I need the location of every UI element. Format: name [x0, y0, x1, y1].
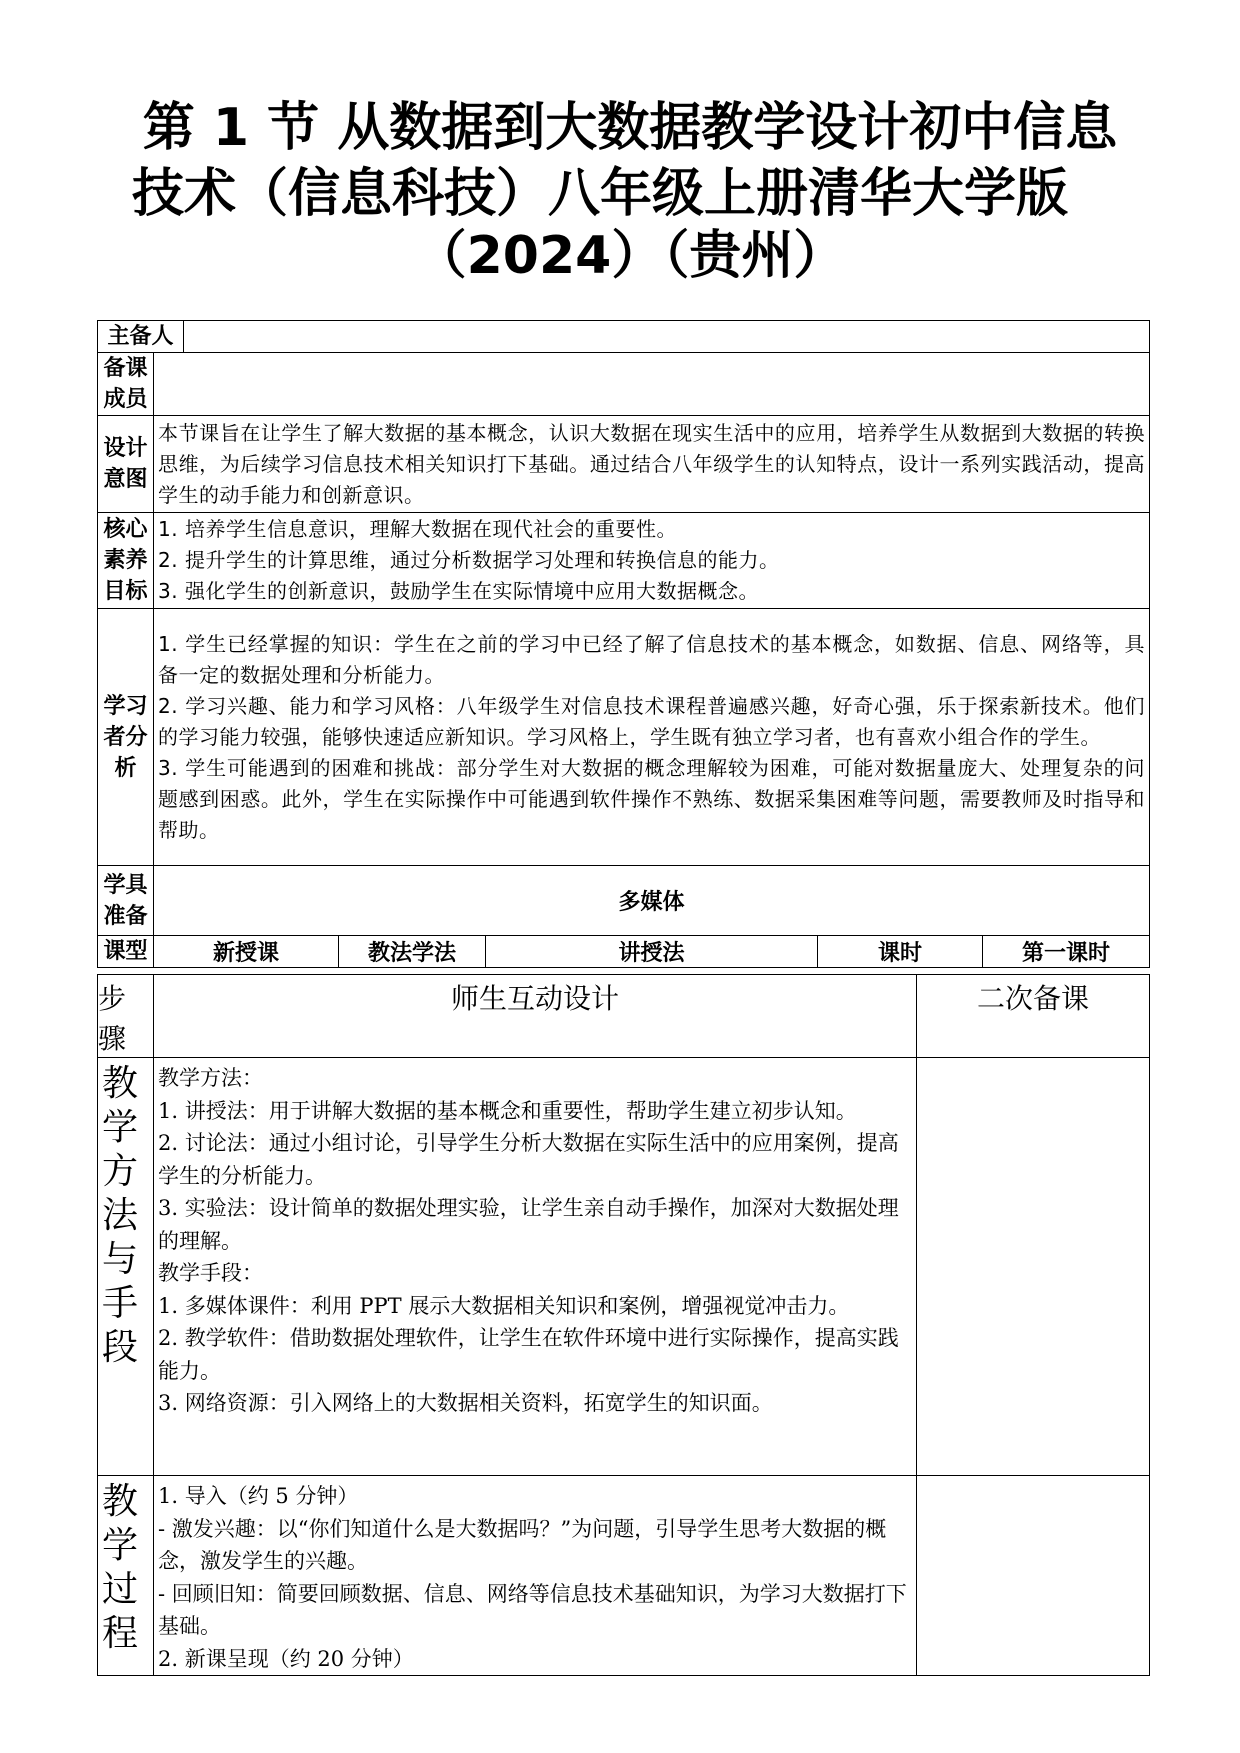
content-line: 3. 实验法：设计简单的数据处理实验，让学生亲自动手操作，加深对大数据处理的理解。 [158, 1196, 899, 1253]
teaching-method-label: 教法学法 [339, 936, 486, 968]
content-line: - 回顾旧知：简要回顾数据、信息、网络等信息技术基础知识，为学习大数据打下基础。 [158, 1581, 907, 1638]
document-title-line-1: 第 1 节 从数据到大数据教学设计初中信息 [142, 98, 1118, 158]
process-second-prep [917, 1476, 1150, 1676]
core-literacy-goals [154, 513, 1150, 609]
content-line: 2. 新课呈现（约 20 分钟） [158, 1646, 414, 1671]
content-line: 教学手段： [158, 1261, 263, 1285]
second-prep-column-header: 二次备课 [917, 975, 1150, 1058]
steps-column-header: 步骤 [98, 975, 154, 1058]
content-line: 1. 导入（约 5 分钟） [158, 1484, 359, 1508]
lesson-members-value [154, 353, 1150, 416]
learner-analysis-text [154, 609, 1150, 866]
lesson-info-table [97, 320, 1150, 968]
content-line: 3. 网络资源：引入网络上的大数据相关资料，拓宽学生的知识面。 [158, 1391, 773, 1415]
lesson-type-label: 课型 [98, 936, 154, 968]
analysis-item: 1. 学生已经掌握的知识：学生在之前的学习中已经了解了信息技术的基本概念，如数据、信息、网络等，具备一定的数据处理和分析能力。 [158, 631, 1146, 687]
content-line: 1. 多媒体课件：利用 PPT 展示大数据相关知识和案例，增强视觉冲击力。 [158, 1293, 850, 1318]
process-section-content [154, 1476, 917, 1676]
learning-tools-value: 多媒体 [154, 866, 1150, 936]
lesson-members-label: 备课成员 [98, 353, 154, 416]
document-title-line-3: （2024）（贵州） [414, 226, 846, 286]
core-literacy-label: 核心素养目标 [98, 513, 154, 609]
class-period-value: 第一课时 [983, 936, 1150, 968]
analysis-item: 3. 学生可能遇到的困难和挑战：部分学生对大数据的概念理解较为困难，可能对数据量庞大、处理复杂的问题感到困惑。此外，学生在实际操作中可能遇到软件操作不熟练、数据采集困难等问题，需要教师及时指导和帮助。 [158, 755, 1146, 842]
analysis-item: 2. 学习兴趣、能力和学习风格：八年级学生对信息技术课程普遍感兴趣，好奇心强，乐于探索新技术。他们的学习能力较强，能够快速适应新知识。学习风格上，学生既有独立学习者，也有喜欢小组合作的学生。 [158, 693, 1146, 749]
content-line: 1. 讲授法：用于讲解大数据的基本概念和重要性，帮助学生建立初步认知。 [158, 1098, 857, 1123]
goal-item: 1. 培养学生信息意识，理解大数据在现代社会的重要性。 [158, 517, 677, 541]
methods-second-prep [917, 1058, 1150, 1476]
design-intent-text: 本节课旨在让学生了解大数据的基本概念，认识大数据在现实生活中的应用，培养学生从数据到大数据的转换思维，为后续学习信息技术相关知识打下基础。通过结合八年级学生的认知特点，设计一系列实践活动，提高学生的动手能力和创新意识。 [154, 416, 1150, 513]
content-line: 2. 讨论法：通过小组讨论，引导学生分析大数据在实际生活中的应用案例，提高学生的分析能力。 [158, 1131, 899, 1188]
teaching-method-value: 讲授法 [486, 936, 818, 968]
design-column-header: 师生互动设计 [154, 975, 917, 1058]
content-line: - 激发兴趣：以“你们知道什么是大数据吗？”为问题，引导学生思考大数据的概念，激发学生的兴趣。 [158, 1516, 887, 1573]
content-line: 教学方法： [158, 1066, 263, 1090]
lesson-type-value: 新授课 [154, 936, 339, 968]
document-title-line-2: 技术（信息科技）八年级上册清华大学版 [131, 164, 1068, 224]
methods-section-label: 教学方法与手段 [98, 1058, 154, 1476]
learner-analysis-label: 学习者分析 [98, 609, 154, 866]
methods-section-content [154, 1058, 917, 1476]
content-line: 2. 教学软件：借助数据处理软件，让学生在软件环境中进行实际操作，提高实践能力。 [158, 1326, 899, 1383]
teaching-steps-table [97, 974, 1150, 1676]
class-period-label: 课时 [818, 936, 983, 968]
main-preparer-label: 主备人 [98, 321, 184, 353]
goal-item: 3. 强化学生的创新意识，鼓励学生在实际情境中应用大数据概念。 [158, 579, 759, 603]
learning-tools-label: 学具准备 [98, 866, 154, 936]
process-section-label: 教学过程 [98, 1476, 154, 1676]
design-intent-label: 设计意图 [98, 416, 154, 513]
main-preparer-value [184, 321, 1150, 353]
goal-item: 2. 提升学生的计算思维，通过分析数据学习处理和转换信息的能力。 [158, 548, 780, 572]
